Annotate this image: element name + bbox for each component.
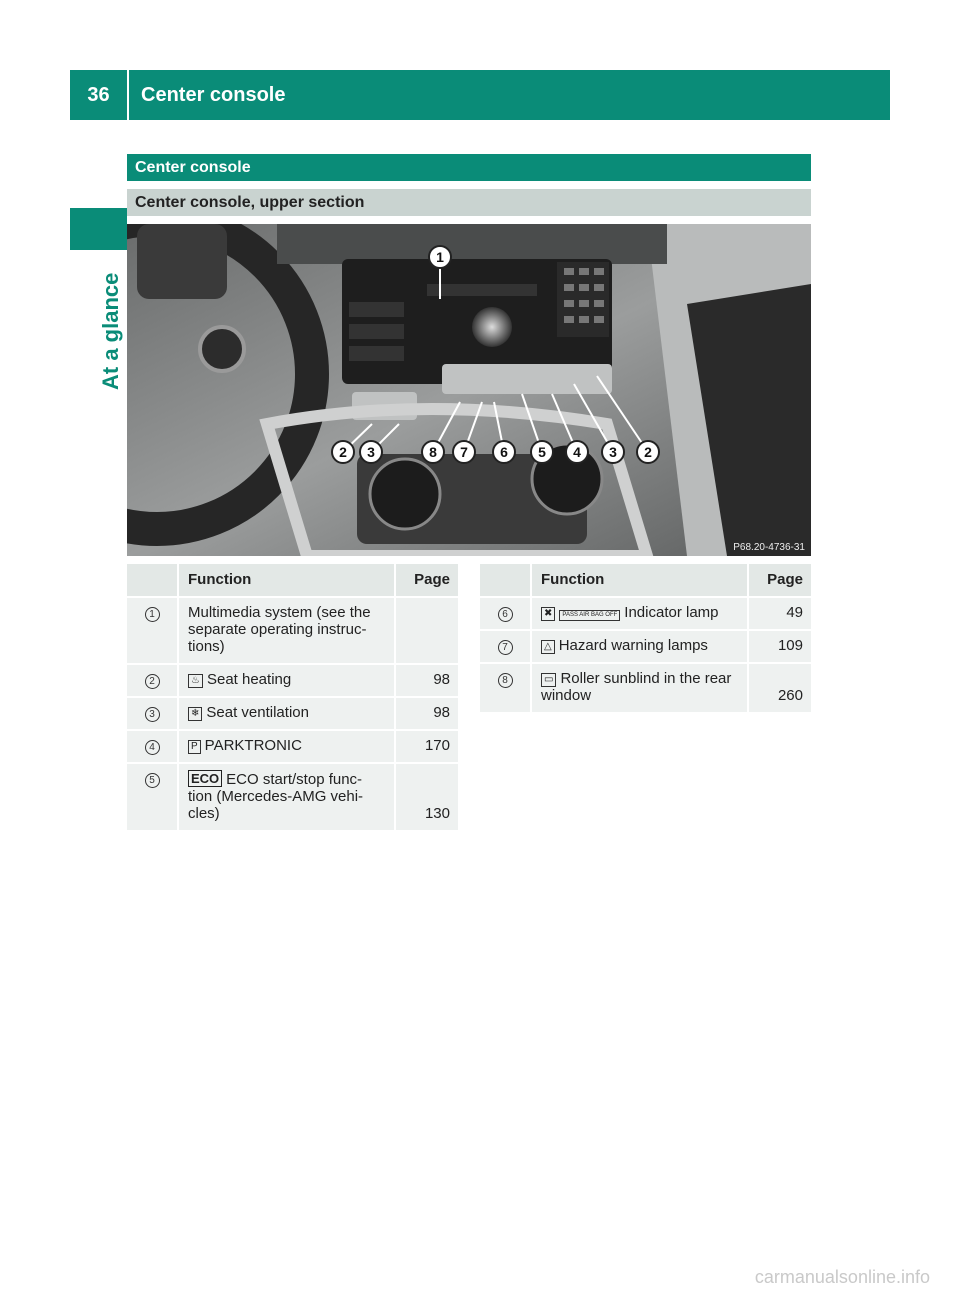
page-ref: 109 xyxy=(777,637,803,654)
row-number xyxy=(127,597,178,664)
page-ref: 49 xyxy=(786,604,803,621)
callout-2 xyxy=(637,441,659,463)
row-page xyxy=(748,630,811,663)
header-number xyxy=(480,564,531,597)
table-row xyxy=(127,730,458,763)
function-text: Seat ventilation xyxy=(206,704,309,721)
table-row xyxy=(480,597,811,630)
header-title: Center console xyxy=(141,84,286,106)
center-console-photo xyxy=(127,224,811,556)
callout-label: 7 xyxy=(460,444,468,460)
function-text: Hazard warning lamps xyxy=(558,637,708,654)
callout-5 xyxy=(531,441,553,463)
parktronic-off-icon: P xyxy=(188,740,201,754)
table-header-row xyxy=(480,564,811,597)
callout-7 xyxy=(453,441,475,463)
table-row xyxy=(127,763,458,831)
callout-number: 2 xyxy=(145,674,160,689)
callout-label: 1 xyxy=(436,249,444,265)
page-ref: 130 xyxy=(424,805,450,822)
eco-icon: ECO xyxy=(188,770,222,787)
row-page xyxy=(395,697,458,730)
header-page xyxy=(748,564,811,597)
callout-label: 8 xyxy=(429,444,437,460)
callout-number: 3 xyxy=(145,707,160,722)
section-subtitle-bar xyxy=(127,189,811,216)
row-number xyxy=(127,730,178,763)
seat-ventilation-icon: ❄ xyxy=(188,707,202,721)
chapter-tab-marker xyxy=(70,208,127,250)
callout-label: 6 xyxy=(500,444,508,460)
function-table-right xyxy=(480,564,811,714)
page-ref: 260 xyxy=(777,687,803,704)
callout-number: 6 xyxy=(498,607,513,622)
header-function xyxy=(531,564,748,597)
row-number xyxy=(127,664,178,697)
function-text: Seat heating xyxy=(206,671,292,688)
passenger-airbag-icon: ✖ xyxy=(541,607,555,621)
function-text: PARKTRONIC xyxy=(204,737,302,754)
page-header xyxy=(70,70,890,120)
callout-1 xyxy=(429,246,451,268)
row-function xyxy=(178,697,395,730)
header-function-label: Function xyxy=(541,571,605,588)
row-function xyxy=(531,597,748,630)
row-page xyxy=(748,663,811,713)
row-page xyxy=(395,664,458,697)
table-row xyxy=(480,630,811,663)
row-function xyxy=(531,630,748,663)
footer-watermark: carmanualsonline.info xyxy=(754,1267,930,1287)
row-page xyxy=(395,730,458,763)
table-row xyxy=(127,697,458,730)
callout-label: 3 xyxy=(609,444,617,460)
function-text: ECO start/stop func- tion (Mercedes-AMG vehi- cles) xyxy=(188,771,364,822)
row-function xyxy=(178,763,395,831)
row-function xyxy=(178,597,395,664)
header-page-label: Page xyxy=(414,571,450,588)
page-ref xyxy=(396,598,458,604)
row-function xyxy=(178,664,395,697)
section-subtitle: Center console, upper section xyxy=(135,194,365,211)
header-divider xyxy=(127,70,129,120)
callout-number: 8 xyxy=(498,673,513,688)
row-page xyxy=(395,597,458,664)
row-function xyxy=(531,663,748,713)
callout-number: 5 xyxy=(145,773,160,788)
row-number xyxy=(480,630,531,663)
function-table-left xyxy=(127,564,458,832)
header-page xyxy=(395,564,458,597)
figure-code: P68.20-4736-31 xyxy=(733,542,805,553)
page-ref: 98 xyxy=(433,671,450,688)
callout-2 xyxy=(332,441,354,463)
callout-number: 4 xyxy=(145,740,160,755)
section-title-bar xyxy=(127,154,811,181)
callout-label: 5 xyxy=(538,444,546,460)
row-number xyxy=(127,697,178,730)
callout-8 xyxy=(422,441,444,463)
header-function xyxy=(178,564,395,597)
callout-4 xyxy=(566,441,588,463)
callout-label: 4 xyxy=(573,444,581,460)
callout-6 xyxy=(493,441,515,463)
row-number xyxy=(127,763,178,831)
function-text: Multimedia system (see the separate operating instruc- tions) xyxy=(188,604,371,655)
table-row xyxy=(127,597,458,664)
callout-3 xyxy=(360,441,382,463)
callout-number: 1 xyxy=(145,607,160,622)
function-text: Roller sunblind in the rear window xyxy=(541,670,732,704)
row-number xyxy=(480,597,531,630)
callout-number: 7 xyxy=(498,640,513,655)
page-number: 36 xyxy=(87,84,110,106)
header-page-label: Page xyxy=(767,571,803,588)
table-row xyxy=(127,664,458,697)
header-number xyxy=(127,564,178,597)
row-number xyxy=(480,663,531,713)
page-ref: 170 xyxy=(424,737,450,754)
callout-label: 2 xyxy=(644,444,652,460)
page-ref: 98 xyxy=(433,704,450,721)
section-title: Center console xyxy=(135,159,251,176)
seat-heating-icon: ♨ xyxy=(188,674,203,688)
callout-label: 2 xyxy=(339,444,347,460)
function-text: Indicator lamp xyxy=(624,604,719,621)
header-function-label: Function xyxy=(188,571,252,588)
rear-sunblind-icon: ▭ xyxy=(541,673,556,687)
chapter-tab-label: At a glance xyxy=(98,272,123,390)
row-page xyxy=(748,597,811,630)
table-row xyxy=(480,663,811,713)
callout-label: 3 xyxy=(367,444,375,460)
row-function xyxy=(178,730,395,763)
table-header-row xyxy=(127,564,458,597)
pass-airbag-off-icon: PASS AIR BAG OFF xyxy=(559,610,620,621)
hazard-warning-icon: △ xyxy=(541,640,555,654)
callout-3 xyxy=(602,441,624,463)
row-page xyxy=(395,763,458,831)
